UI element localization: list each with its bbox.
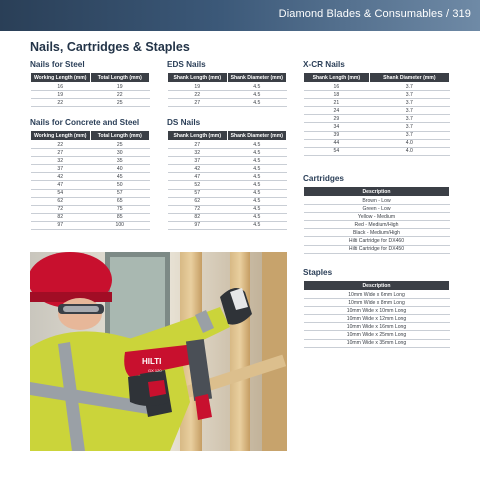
table-row	[168, 213, 287, 221]
table-cell: 4.5	[227, 197, 287, 205]
xcr-nails-table	[303, 72, 450, 156]
table-row	[168, 165, 287, 173]
table-cell: 3.7	[369, 83, 449, 91]
table-cell: Black - Medium/High	[304, 229, 450, 237]
table-cell: 4.0	[369, 147, 449, 155]
table-row	[304, 107, 450, 115]
table-cell: 10mm Wide x 6mm Long	[304, 291, 450, 299]
table-row	[304, 221, 450, 229]
header-title: Diamond Blades & Consumables / 319	[278, 8, 471, 20]
table-cell: 22	[31, 141, 91, 149]
table-cell: 72	[168, 205, 228, 213]
table-row	[304, 147, 450, 155]
table-cell: 27	[31, 149, 91, 157]
table-cell: 10mm Wide x 8mm Long	[304, 299, 450, 307]
table-cell: 27	[168, 141, 228, 149]
table-cell: 85	[90, 213, 150, 221]
table-row	[31, 221, 150, 229]
table-row	[304, 331, 450, 339]
table-cell: 100	[90, 221, 150, 229]
table-row	[168, 149, 287, 157]
table-row	[304, 99, 450, 107]
table-cell: 4.5	[227, 213, 287, 221]
table-cell: 52	[168, 181, 228, 189]
table-cell: 16	[31, 83, 91, 91]
header-band	[0, 0, 480, 31]
table-cell: 3.7	[369, 99, 449, 107]
table-cell: 24	[304, 107, 370, 115]
table-row	[31, 197, 150, 205]
table-cell: 4.5	[227, 173, 287, 181]
nails-steel-table	[30, 72, 150, 107]
column-header: Shank Diameter (mm)	[369, 73, 449, 83]
table-cell: 4.5	[227, 221, 287, 229]
table-header-row	[304, 187, 450, 197]
table-cell: Hilti Cartridge for DX450	[304, 245, 450, 253]
table-cell: 19	[90, 83, 150, 91]
table-header-row	[168, 73, 287, 83]
table-cell: 65	[90, 197, 150, 205]
table-row	[31, 157, 150, 165]
table-cell: 39	[304, 131, 370, 139]
table-cell: 62	[168, 197, 228, 205]
table-cell: 10mm Wide x 12mm Long	[304, 315, 450, 323]
table-cell: 47	[168, 173, 228, 181]
table-cell: 57	[90, 189, 150, 197]
table-cell: 19	[31, 91, 91, 99]
table-row	[304, 213, 450, 221]
cartridges-title: Cartridges	[303, 174, 344, 183]
table-row	[168, 83, 287, 91]
table-row	[31, 205, 150, 213]
table-row	[168, 189, 287, 197]
table-cell: 4.5	[227, 157, 287, 165]
table-cell: 10mm Wide x 16mm Long	[304, 323, 450, 331]
table-row	[304, 83, 450, 91]
ds-nails-title: DS Nails	[167, 118, 201, 127]
table-cell: 32	[168, 149, 228, 157]
nails-concrete-title: Nails for Concrete and Steel	[30, 118, 140, 127]
table-cell: 4.5	[227, 165, 287, 173]
table-row	[31, 181, 150, 189]
table-cell: 62	[31, 197, 91, 205]
table-cell: 4.5	[227, 83, 287, 91]
table-cell: 4.5	[227, 205, 287, 213]
column-header: Description	[304, 187, 450, 197]
xcr-nails-title: X-CR Nails	[303, 60, 345, 69]
table-cell: 3.7	[369, 123, 449, 131]
table-cell: 4.5	[227, 141, 287, 149]
table-cell: 50	[90, 181, 150, 189]
column-header: Shank Length (mm)	[168, 131, 228, 141]
table-row	[168, 221, 287, 229]
column-header: Shank Length (mm)	[168, 73, 228, 83]
cartridges-table	[303, 186, 450, 254]
table-row	[304, 299, 450, 307]
table-row	[304, 205, 450, 213]
table-cell: 97	[168, 221, 228, 229]
table-cell: 45	[90, 173, 150, 181]
table-row	[304, 245, 450, 253]
table-cell: 3.7	[369, 107, 449, 115]
table-row	[168, 197, 287, 205]
table-row	[304, 91, 450, 99]
column-header: Working Length (mm)	[31, 131, 91, 141]
table-cell: 82	[168, 213, 228, 221]
table-cell: Yellow - Medium	[304, 213, 450, 221]
nails-concrete-table	[30, 130, 150, 230]
table-cell: 82	[31, 213, 91, 221]
table-cell: 30	[90, 149, 150, 157]
table-cell: 37	[31, 165, 91, 173]
column-header: Total Length (mm)	[90, 73, 150, 83]
table-row	[31, 165, 150, 173]
table-cell: 22	[168, 91, 228, 99]
table-header-row	[304, 281, 450, 291]
table-cell: 18	[304, 91, 370, 99]
table-row	[31, 173, 150, 181]
table-row	[168, 141, 287, 149]
nails-steel-title: Nails for Steel	[30, 60, 85, 69]
table-row	[304, 291, 450, 299]
tool-brand-label: HILTI	[142, 357, 162, 366]
column-header: Shank Diameter (mm)	[227, 73, 287, 83]
table-cell: 19	[168, 83, 228, 91]
table-cell: 34	[304, 123, 370, 131]
table-row	[304, 115, 450, 123]
table-row	[168, 173, 287, 181]
table-cell: 32	[31, 157, 91, 165]
table-row	[304, 307, 450, 315]
table-cell: 4.5	[227, 99, 287, 107]
table-row	[304, 139, 450, 147]
table-cell: 42	[168, 165, 228, 173]
table-cell: 22	[31, 99, 91, 107]
table-cell: 3.7	[369, 115, 449, 123]
table-row	[304, 197, 450, 205]
table-cell: 3.7	[369, 91, 449, 99]
table-cell: 22	[90, 91, 150, 99]
table-row	[31, 91, 150, 99]
table-row	[304, 339, 450, 347]
table-cell: 4.5	[227, 149, 287, 157]
table-header-row	[31, 131, 150, 141]
table-cell: Brown - Low	[304, 197, 450, 205]
table-row	[31, 149, 150, 157]
table-cell: 4.5	[227, 181, 287, 189]
table-row	[304, 237, 450, 245]
table-cell: 54	[304, 147, 370, 155]
table-cell: 4.5	[227, 91, 287, 99]
table-cell: 57	[168, 189, 228, 197]
column-header: Shank Length (mm)	[304, 73, 370, 83]
table-row	[304, 229, 450, 237]
table-cell: 10mm Wide x 10mm Long	[304, 307, 450, 315]
eds-nails-table	[167, 72, 287, 107]
table-row	[168, 99, 287, 107]
table-row	[168, 157, 287, 165]
table-cell: 47	[31, 181, 91, 189]
table-row	[168, 205, 287, 213]
table-cell: 25	[90, 141, 150, 149]
table-cell: 27	[168, 99, 228, 107]
table-cell: Red - Medium/High	[304, 221, 450, 229]
table-cell: Hilti Cartridge for DX460	[304, 237, 450, 245]
table-row	[304, 131, 450, 139]
table-header-row	[304, 73, 450, 83]
table-header-row	[168, 131, 287, 141]
table-cell: 25	[90, 99, 150, 107]
table-cell: 40	[90, 165, 150, 173]
table-cell: 97	[31, 221, 91, 229]
column-header: Shank Diameter (mm)	[227, 131, 287, 141]
table-cell: 10mm Wide x 25mm Long	[304, 331, 450, 339]
table-row	[31, 213, 150, 221]
table-cell: 10mm Wide x 35mm Long	[304, 339, 450, 347]
table-cell: 3.7	[369, 131, 449, 139]
table-cell: 54	[31, 189, 91, 197]
table-cell: 42	[31, 173, 91, 181]
table-cell: 44	[304, 139, 370, 147]
table-row	[168, 91, 287, 99]
table-row	[31, 83, 150, 91]
table-cell: 37	[168, 157, 228, 165]
column-header: Total Length (mm)	[90, 131, 150, 141]
table-row	[31, 99, 150, 107]
table-header-row	[31, 73, 150, 83]
table-row	[304, 123, 450, 131]
table-row	[304, 323, 450, 331]
column-header: Description	[304, 281, 450, 291]
table-row	[31, 189, 150, 197]
table-cell: 4.0	[369, 139, 449, 147]
table-cell: 75	[90, 205, 150, 213]
staples-table	[303, 280, 450, 348]
worker-nailer-photo	[30, 252, 287, 451]
worker-illustration	[30, 252, 287, 451]
table-row	[168, 181, 287, 189]
tool-model-label: GX 120	[148, 368, 162, 373]
table-cell: Green - Low	[304, 205, 450, 213]
column-header: Working Length (mm)	[31, 73, 91, 83]
ds-nails-table	[167, 130, 287, 230]
table-cell: 72	[31, 205, 91, 213]
page-title: Nails, Cartridges & Staples	[30, 40, 190, 54]
table-cell: 21	[304, 99, 370, 107]
table-cell: 16	[304, 83, 370, 91]
staples-title: Staples	[303, 268, 333, 277]
table-row	[31, 141, 150, 149]
table-cell: 29	[304, 115, 370, 123]
table-cell: 4.5	[227, 189, 287, 197]
table-row	[304, 315, 450, 323]
eds-nails-title: EDS Nails	[167, 60, 206, 69]
table-cell: 35	[90, 157, 150, 165]
